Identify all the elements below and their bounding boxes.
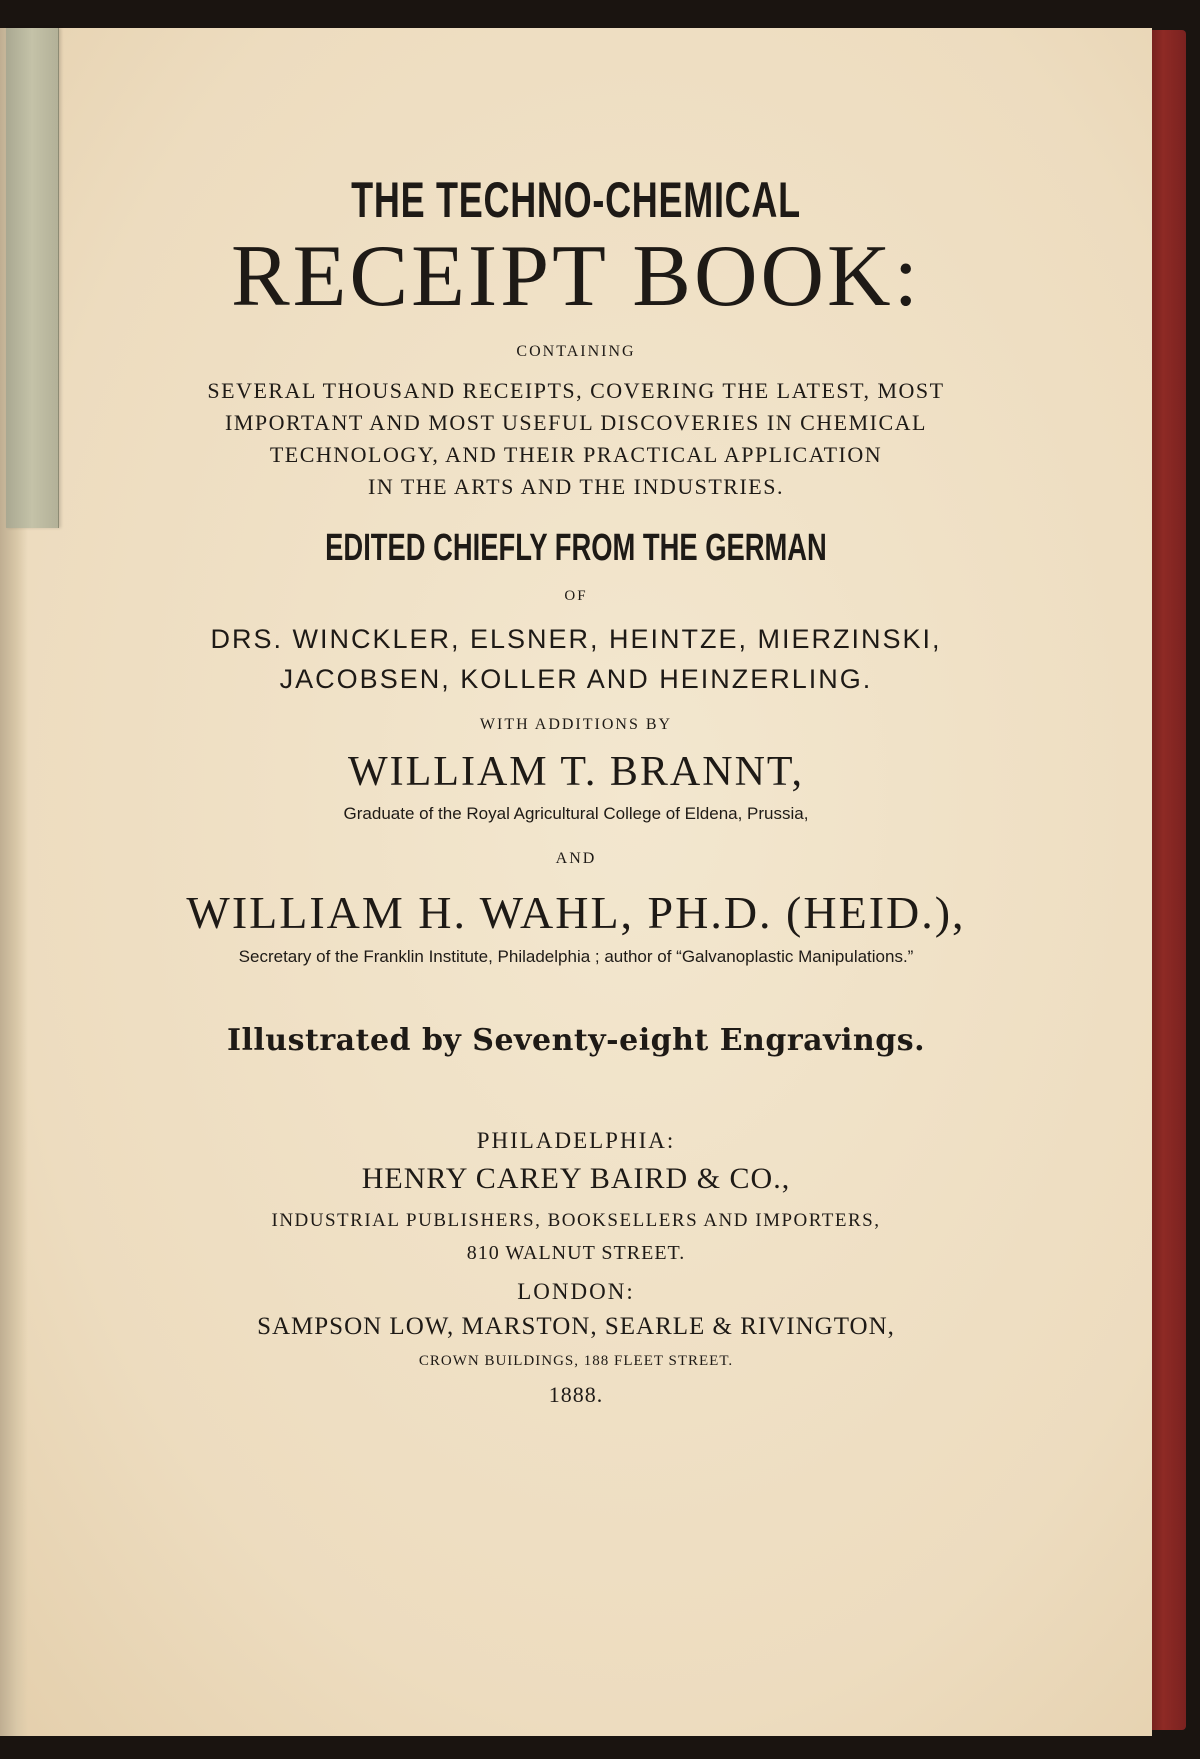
description-line: IMPORTANT AND MOST USEFUL DISCOVERIES IN CHEMICAL <box>225 409 927 435</box>
title-line-1: THE TECHNO-CHEMICAL <box>351 172 801 228</box>
description-block <box>120 375 1032 503</box>
city-philadelphia: PHILADELPHIA: <box>476 1127 676 1153</box>
doctors-block <box>120 619 1032 700</box>
paper-tab <box>6 28 59 528</box>
title-page-content <box>120 153 1032 1408</box>
edited-line: EDITED CHIEFLY FROM THE GERMAN <box>325 526 827 569</box>
doctors-line: JACOBSEN, KOLLER AND HEINZERLING. <box>279 664 873 695</box>
containing-label: CONTAINING <box>516 343 636 360</box>
with-additions-label: WITH ADDITIONS BY <box>479 715 673 733</box>
publisher-sampson-low: SAMPSON LOW, MARSTON, SEARLE & RIVINGTON, <box>257 1312 895 1340</box>
publisher-baird: HENRY CAREY BAIRD & CO., <box>361 1161 791 1195</box>
publication-year: 1888. <box>548 1381 604 1407</box>
author-1-name: WILLIAM T. BRANNT, <box>348 748 804 795</box>
author-1-affiliation: Graduate of the Royal Agricultural College of Eldena, Prussia, <box>343 803 809 823</box>
description-line: SEVERAL THOUSAND RECEIPTS, COVERING THE LATEST, MOST <box>207 378 945 403</box>
city-london: LONDON: <box>517 1278 635 1304</box>
description-line: TECHNOLOGY, AND THEIR PRACTICAL APPLICATION <box>269 441 883 467</box>
doctors-line: DRS. WINCKLER, ELSNER, HEINTZE, MIERZINSKI, <box>210 623 942 654</box>
publisher-baird-address: 810 WALNUT STREET. <box>466 1241 686 1264</box>
author-2-affiliation: Secretary of the Franklin Institute, Philadelphia ; author of “Galvanoplastic Manipulations.” <box>238 946 914 966</box>
publisher-baird-description: INDUSTRIAL PUBLISHERS, BOOKSELLERS AND IMPORTERS, <box>271 1209 881 1231</box>
publisher-sampson-low-address: CROWN BUILDINGS, 188 FLEET STREET. <box>418 1352 734 1369</box>
description-line: IN THE ARTS AND THE INDUSTRIES. <box>368 473 784 499</box>
title-line-2: RECEIPT BOOK: <box>230 228 922 325</box>
illustrated-line: Illustrated by Seventy-eight Engravings. <box>226 1022 926 1058</box>
author-2-name: WILLIAM H. WAHL, PH.D. (HEID.), <box>186 886 966 938</box>
of-label: OF <box>564 587 588 604</box>
red-cover-edge <box>1148 30 1186 1730</box>
and-label: AND <box>555 849 597 867</box>
title-page <box>0 28 1152 1736</box>
